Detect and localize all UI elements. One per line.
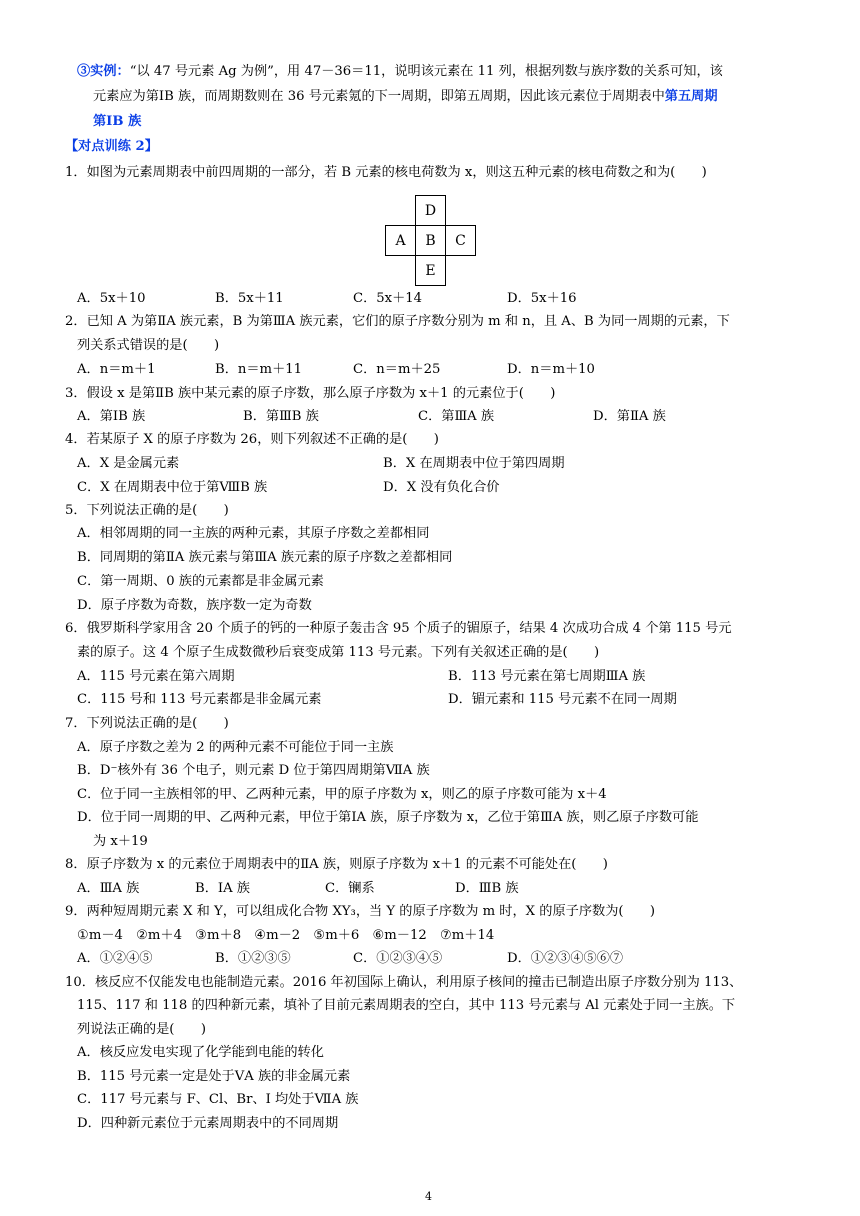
q5-option-c: C．第一周期、0 族的元素都是非金属元素 — [77, 574, 324, 589]
q4-stem: 4．若某原子 X 的原子序数为 26，则下列叙述不正确的是( ) — [65, 432, 439, 447]
q8-option-d: D．ⅢB 族 — [455, 881, 519, 896]
q2-stem-1: 2．已知 A 为第ⅡA 族元素，B 为第ⅢA 族元素，它们的原子序数分别为 m 和 n，且 A、B 为同一周期的元素，下 — [65, 314, 730, 329]
q10-option-c: C．117 号元素与 F、Cl、Br、I 均处于ⅦA 族 — [77, 1092, 359, 1107]
intro-line-2 — [93, 87, 718, 107]
grid-cell-b: B — [415, 225, 446, 256]
q10-option-d: D．四种新元素位于元素周期表中的不同周期 — [77, 1116, 339, 1131]
q4-option-b: B．X 在周期表中位于第四周期 — [383, 456, 565, 471]
q8-option-c: C．镧系 — [325, 881, 375, 896]
q2-option-a: A．n＝m＋1 — [77, 362, 156, 377]
q1-option-b: B．5x＋11 — [215, 291, 284, 306]
q5-option-d: D．原子序数为奇数，族序数一定为奇数 — [77, 598, 312, 613]
q2-option-c: C．n＝m＋25 — [353, 362, 441, 377]
intro-text-1: “以 47 号元素 Ag 为例”，用 47－36＝11，说明该元素在 11 列，根据列数与族序数的关系可知，该 — [129, 64, 723, 79]
q8-option-b: B．ⅠA 族 — [195, 881, 250, 896]
grid-cell-c: C — [445, 225, 476, 256]
q2-stem-2: 列关系式错误的是( ) — [77, 338, 220, 353]
q3-option-b: B．第ⅢB 族 — [243, 409, 319, 424]
page-number: 4 — [425, 1190, 432, 1203]
q9-option-b: B．①②③⑤ — [215, 951, 291, 966]
q7-option-d-1: D．位于同一周期的甲、乙两种元素，甲位于第ⅠA 族，原子序数为 x，乙位于第ⅢA 族，则乙原子序数可能 — [77, 810, 699, 825]
q1-stem: 1．如图为元素周期表中前四周期的一部分，若 B 元素的核电荷数为 x，则这五种元素的核电荷数之和为( ) — [65, 165, 707, 180]
q9-stem: 9．两种短周期元素 X 和 Y，可以组成化合物 XY₃，当 Y 的原子序数为 m 时，X 的原子序数为( ) — [65, 904, 656, 919]
q7-option-c: C．位于同一主族相邻的甲、乙两种元素，甲的原子序数为 x，则乙的原子序数可能为 x＋4 — [77, 787, 607, 802]
q3-option-d: D．第ⅡA 族 — [593, 409, 666, 424]
q6-option-a: A．115 号元素在第六周期 — [77, 669, 235, 684]
q5-option-b: B．同周期的第ⅡA 族元素与第ⅢA 族元素的原子序数之差都相同 — [77, 550, 453, 565]
q4-option-c: C．X 在周期表中位于第ⅧB 族 — [77, 480, 268, 495]
q4-option-d: D．X 没有负化合价 — [383, 480, 500, 495]
q3-option-a: A．第ⅠB 族 — [77, 409, 146, 424]
q9-option-c: C．①②③④⑤ — [353, 951, 443, 966]
intro-highlight-period: 第五周期 — [664, 89, 718, 104]
q2-option-d: D．n＝m＋10 — [507, 362, 595, 377]
intro-label: ③实例： — [77, 64, 130, 79]
q6-stem-2: 素的原子。这 4 个原子生成数微秒后衰变成第 113 号元素。下列有关叙述正确的是( ) — [77, 645, 600, 660]
q9-option-d: D．①②③④⑤⑥⑦ — [507, 951, 624, 966]
intro-highlight-group: 第ⅠB 族 — [93, 114, 142, 129]
q5-option-a: A．相邻周期的同一主族的两种元素，其原子序数之差都相同 — [77, 526, 430, 541]
q8-option-a: A．ⅢA 族 — [77, 881, 140, 896]
q10-stem-3: 列说法正确的是( ) — [77, 1022, 206, 1037]
intro-text-2: 元素应为第ⅠB 族，而周期数则在 36 号元素氪的下一周期，即第五周期，因此该元素位于周期表中 — [93, 89, 665, 104]
q6-stem-1: 6．俄罗斯科学家用含 20 个质子的钙的一种原子轰击含 95 个质子的镅原子，结果 4 次成功合成 4 个第 115 号元 — [65, 621, 732, 636]
q10-stem-1: 10．核反应不仅能发电也能制造元素。2016 年初国际上确认，利用原子核间的撞击已制造出原子序数分别为 113、 — [65, 975, 743, 990]
q3-stem: 3．假设 x 是第ⅡB 族中某元素的原子序数，那么原子序数为 x＋1 的元素位于( ) — [65, 386, 556, 401]
q4-option-a: A．X 是金属元素 — [77, 456, 180, 471]
q7-option-d-2: 为 x＋19 — [93, 834, 148, 849]
q5-stem: 5．下列说法正确的是( ) — [65, 503, 229, 518]
q6-option-d: D．镅元素和 115 号元素不在同一周期 — [448, 692, 677, 707]
q10-option-b: B．115 号元素一定是处于ⅤA 族的非金属元素 — [77, 1069, 351, 1084]
intro-line-1 — [77, 62, 723, 82]
q7-option-a: A．原子序数之差为 2 的两种元素不可能位于同一主族 — [77, 740, 394, 755]
q1-option-d: D．5x＋16 — [507, 291, 577, 306]
q1-option-c: C．5x＋14 — [353, 291, 423, 306]
periodic-table-fragment — [385, 195, 505, 285]
q1-option-a: A．5x＋10 — [77, 291, 146, 306]
q10-option-a: A．核反应发电实现了化学能到电能的转化 — [77, 1045, 324, 1060]
q9-choices: ①m－4 ②m＋4 ③m＋8 ④m－2 ⑤m＋6 ⑥m－12 ⑦m＋14 — [77, 928, 495, 943]
grid-cell-a: A — [385, 225, 416, 256]
q6-option-b: B．113 号元素在第七周期ⅢA 族 — [448, 669, 646, 684]
q8-stem: 8．原子序数为 x 的元素位于周期表中的ⅡA 族，则原子序数为 x＋1 的元素不可能处在( ) — [65, 857, 608, 872]
section-heading: 【对点训练 2】 — [65, 139, 158, 154]
q10-stem-2: 115、117 和 118 的四种新元素，填补了目前元素周期表的空白，其中 113 号元素与 Al 元素处于同一主族。下 — [77, 998, 736, 1013]
q7-option-b: B．D⁻核外有 36 个电子，则元素 D 位于第四周期第ⅦA 族 — [77, 763, 430, 778]
grid-cell-e: E — [415, 255, 446, 286]
q3-option-c: C．第ⅢA 族 — [418, 409, 495, 424]
q6-option-c: C．115 号和 113 号元素都是非金属元素 — [77, 692, 322, 707]
grid-cell-d: D — [415, 195, 446, 226]
q2-option-b: B．n＝m＋11 — [215, 362, 303, 377]
q7-stem: 7．下列说法正确的是( ) — [65, 716, 229, 731]
q9-option-a: A．①②④⑤ — [77, 951, 153, 966]
